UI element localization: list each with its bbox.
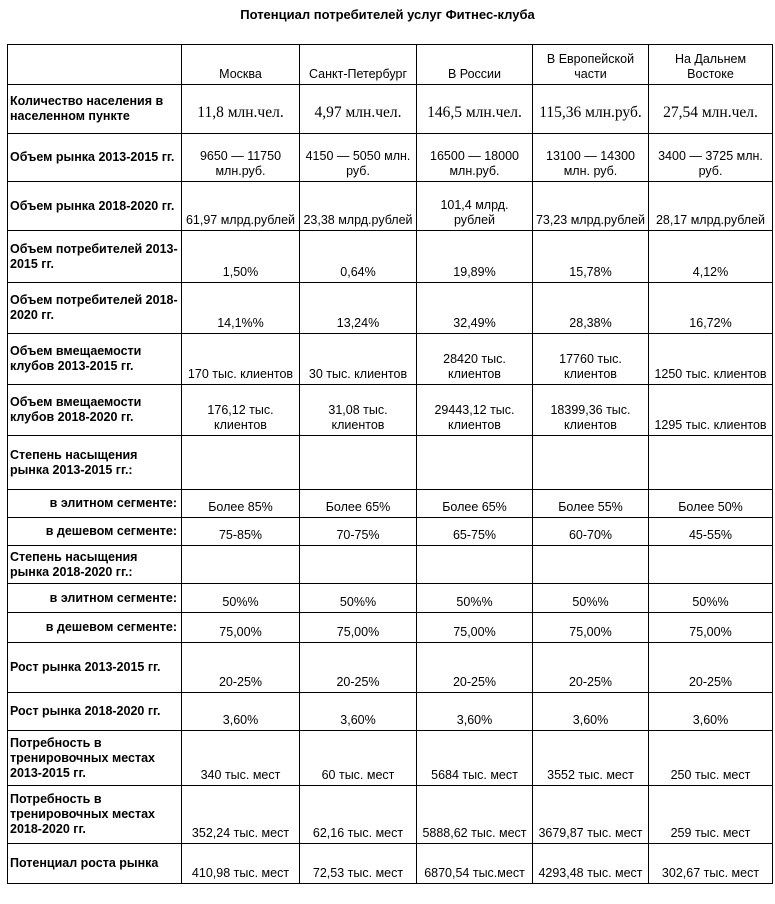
row-label: Потребность в тренировочных местах 2013-2015 гг. — [8, 731, 182, 786]
table-cell: 13100 — 14300 млн. руб. — [533, 134, 649, 182]
row-label: Объем вмещаемости клубов 2018-2020 гг. — [8, 385, 182, 436]
table-cell: 1,50% — [182, 231, 300, 283]
table-cell: 29443,12 тыс. клиентов — [417, 385, 533, 436]
table-row — [8, 490, 773, 518]
table-row — [8, 334, 773, 385]
table-cell: 3552 тыс. мест — [533, 731, 649, 786]
table-cell — [182, 546, 300, 584]
column-header-moscow: Москва — [182, 45, 300, 85]
row-label: Потребность в тренировочных местах 2018-2020 гг. — [8, 786, 182, 844]
table-row — [8, 231, 773, 283]
table-cell — [300, 436, 417, 490]
table-row — [8, 844, 773, 884]
table-cell: 20-25% — [533, 643, 649, 693]
table-cell — [417, 436, 533, 490]
table-cell: Более 50% — [649, 490, 773, 518]
row-label: Объем рынка 2013-2015 гг. — [8, 134, 182, 182]
row-label: Количество населения в населенном пункте — [8, 85, 182, 134]
table-row — [8, 85, 773, 134]
row-label: Степень насыщения рынка 2018-2020 гг.: — [8, 546, 182, 584]
table-cell: 20-25% — [417, 643, 533, 693]
table-cell: 19,89% — [417, 231, 533, 283]
table-cell: 20-25% — [649, 643, 773, 693]
table-cell: 50%% — [649, 584, 773, 613]
table-cell: 75,00% — [182, 613, 300, 643]
column-header-spb: Санкт-Петербург — [300, 45, 417, 85]
table-cell: 3,60% — [300, 693, 417, 731]
table-cell: 16,72% — [649, 283, 773, 334]
column-header-far-east: На Дальнем Востоке — [649, 45, 773, 85]
table-cell: 352,24 тыс. мест — [182, 786, 300, 844]
table-row — [8, 134, 773, 182]
page-title: Потенциал потребителей услуг Фитнес-клуба — [240, 7, 535, 22]
table-cell: 75,00% — [533, 613, 649, 643]
table-cell: 18399,36 тыс. клиентов — [533, 385, 649, 436]
table-cell: 250 тыс. мест — [649, 731, 773, 786]
table-cell: 13,24% — [300, 283, 417, 334]
table-cell — [417, 546, 533, 584]
table-cell: Более 85% — [182, 490, 300, 518]
table-cell: 28,38% — [533, 283, 649, 334]
table-cell: 1295 тыс. клиентов — [649, 385, 773, 436]
table-cell: 101,4 млрд. рублей — [417, 182, 533, 231]
table-cell: 23,38 млрд.рублей — [300, 182, 417, 231]
table-cell — [649, 436, 773, 490]
row-label: Рост рынка 2018-2020 гг. — [8, 693, 182, 731]
table-row — [8, 436, 773, 490]
table-row — [8, 693, 773, 731]
table-cell: 4150 — 5050 млн. руб. — [300, 134, 417, 182]
table-cell: 1250 тыс. клиентов — [649, 334, 773, 385]
table-row — [8, 546, 773, 584]
table-row — [8, 613, 773, 643]
table-cell: 176,12 тыс. клиентов — [182, 385, 300, 436]
table-cell: 75-85% — [182, 518, 300, 546]
table-cell: 75,00% — [300, 613, 417, 643]
row-label: в дешевом сегменте: — [8, 518, 182, 546]
table-cell: 11,8 млн.чел. — [182, 85, 300, 134]
row-label: в элитном сегменте: — [8, 490, 182, 518]
table-cell: 50%% — [417, 584, 533, 613]
header-row — [8, 45, 773, 85]
table-cell: 3,60% — [182, 693, 300, 731]
table-cell: 20-25% — [300, 643, 417, 693]
table-cell: 60 тыс. мест — [300, 731, 417, 786]
table-cell: 45-55% — [649, 518, 773, 546]
table-cell: 62,16 тыс. мест — [300, 786, 417, 844]
table-cell — [533, 546, 649, 584]
header-corner-cell — [8, 45, 182, 85]
column-header-european-part: В Европейской части — [533, 45, 649, 85]
row-label: в элитном сегменте: — [8, 584, 182, 613]
table-cell: 4293,48 тыс. мест — [533, 844, 649, 884]
row-label: Степень насыщения рынка 2013-2015 гг.: — [8, 436, 182, 490]
fitness-potential-table — [7, 44, 773, 884]
table-cell: 4,12% — [649, 231, 773, 283]
column-header-russia: В России — [417, 45, 533, 85]
table-cell: 0,64% — [300, 231, 417, 283]
table-cell: 75,00% — [417, 613, 533, 643]
table-cell: 32,49% — [417, 283, 533, 334]
table-cell: 75,00% — [649, 613, 773, 643]
table-cell: 30 тыс. клиентов — [300, 334, 417, 385]
table-cell: 170 тыс. клиентов — [182, 334, 300, 385]
table-cell: 5684 тыс. мест — [417, 731, 533, 786]
table-cell: 302,67 тыс. мест — [649, 844, 773, 884]
table-row — [8, 385, 773, 436]
table-cell: 60-70% — [533, 518, 649, 546]
table-cell: 4,97 млн.чел. — [300, 85, 417, 134]
table-row — [8, 643, 773, 693]
table-cell: 50%% — [182, 584, 300, 613]
table-cell — [182, 436, 300, 490]
table-cell: Более 55% — [533, 490, 649, 518]
table-cell: 6870,54 тыс.мест — [417, 844, 533, 884]
table-cell: 3,60% — [649, 693, 773, 731]
table-cell: 72,53 тыс. мест — [300, 844, 417, 884]
row-label: Рост рынка 2013-2015 гг. — [8, 643, 182, 693]
table-cell: 15,78% — [533, 231, 649, 283]
table-cell: 3400 — 3725 млн. руб. — [649, 134, 773, 182]
table-cell: 410,98 тыс. мест — [182, 844, 300, 884]
table-cell: 61,97 млрд.рублей — [182, 182, 300, 231]
table-row — [8, 786, 773, 844]
table-cell: 3,60% — [417, 693, 533, 731]
table-cell: 3679,87 тыс. мест — [533, 786, 649, 844]
row-label: Объем вмещаемости клубов 2013-2015 гг. — [8, 334, 182, 385]
table-cell: 14,1%% — [182, 283, 300, 334]
table-cell: 50%% — [533, 584, 649, 613]
table-cell: 16500 — 18000 млн.руб. — [417, 134, 533, 182]
table-cell: 115,36 млн.руб. — [533, 85, 649, 134]
table-row — [8, 518, 773, 546]
table-cell: 9650 — 11750 млн.руб. — [182, 134, 300, 182]
table-cell: 28,17 млрд.рублей — [649, 182, 773, 231]
row-label: Объем потребителей 2013-2015 гг. — [8, 231, 182, 283]
table-cell: 146,5 млн.чел. — [417, 85, 533, 134]
table-cell — [300, 546, 417, 584]
table-row — [8, 584, 773, 613]
table-row — [8, 182, 773, 231]
table-cell: 65-75% — [417, 518, 533, 546]
row-label: в дешевом сегменте: — [8, 613, 182, 643]
table-cell: 340 тыс. мест — [182, 731, 300, 786]
row-label: Потенциал роста рынка — [8, 844, 182, 884]
row-label: Объем рынка 2018-2020 гг. — [8, 182, 182, 231]
table-cell: 27,54 млн.чел. — [649, 85, 773, 134]
table-cell — [533, 436, 649, 490]
table-cell: 5888,62 тыс. мест — [417, 786, 533, 844]
table-cell: 70-75% — [300, 518, 417, 546]
table-row — [8, 731, 773, 786]
table-cell: 73,23 млрд.рублей — [533, 182, 649, 231]
table-cell: 17760 тыс. клиентов — [533, 334, 649, 385]
table-cell: 20-25% — [182, 643, 300, 693]
table-cell: 259 тыс. мест — [649, 786, 773, 844]
row-label: Объем потребителей 2018-2020 гг. — [8, 283, 182, 334]
table-cell: Более 65% — [300, 490, 417, 518]
table-cell: 50%% — [300, 584, 417, 613]
table-row — [8, 283, 773, 334]
table-cell — [649, 546, 773, 584]
table-cell: 3,60% — [533, 693, 649, 731]
table-cell: 28420 тыс. клиентов — [417, 334, 533, 385]
table-cell: 31,08 тыс. клиентов — [300, 385, 417, 436]
table-cell: Более 65% — [417, 490, 533, 518]
